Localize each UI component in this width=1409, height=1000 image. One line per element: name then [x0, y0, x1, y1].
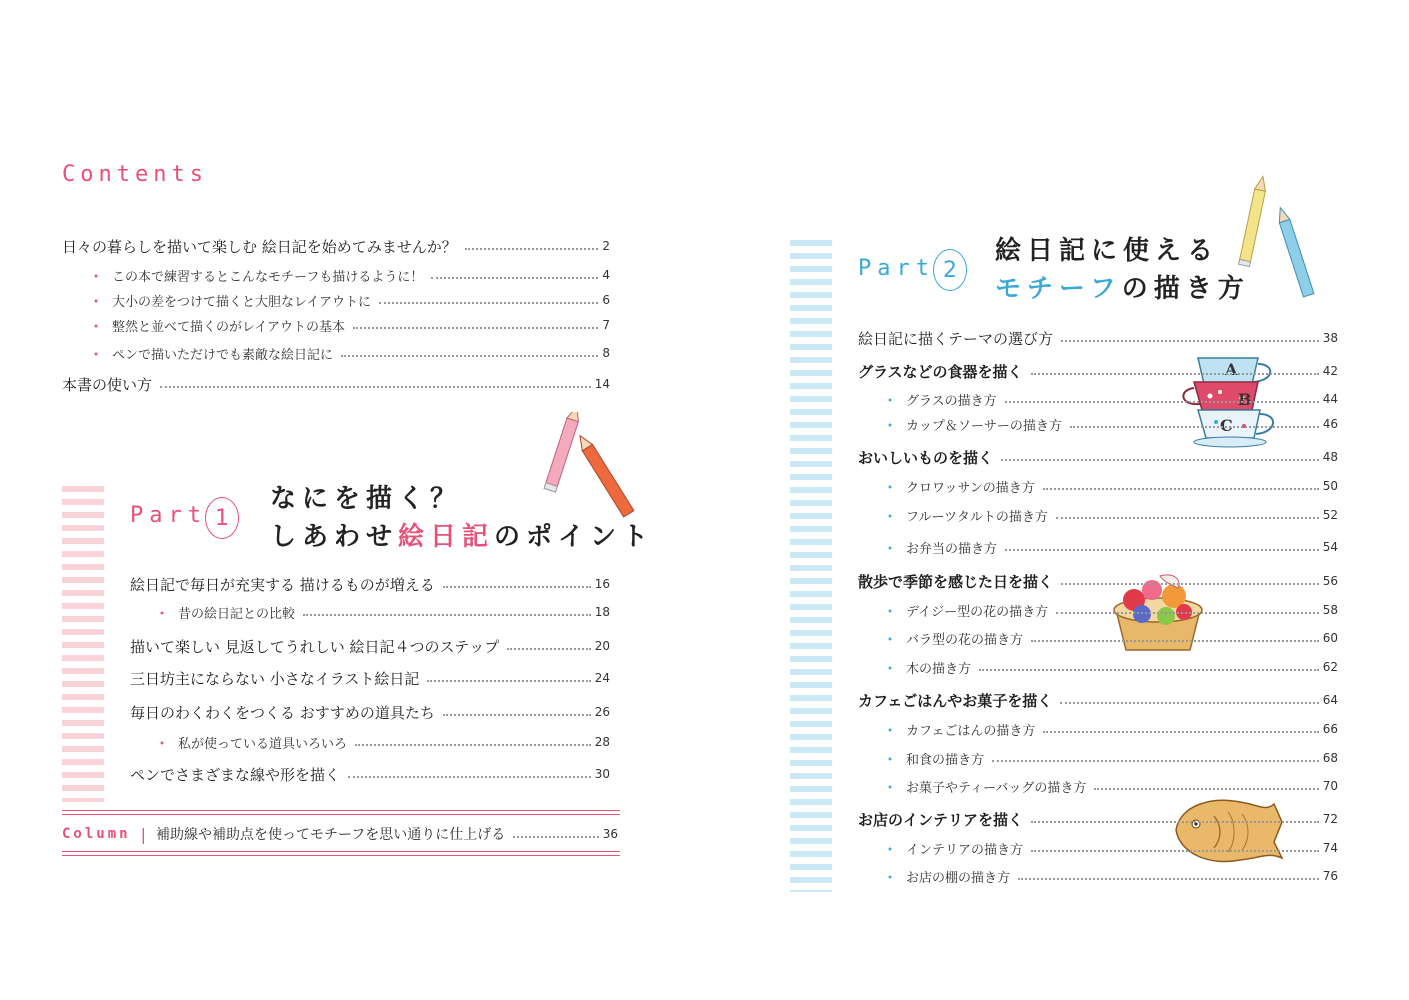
toc-entry-label: おいしいものを描く [858, 448, 994, 467]
dot-leader [1031, 850, 1319, 852]
dot-leader [348, 776, 591, 778]
toc-page-number: 54 [1322, 540, 1338, 554]
toc-entry-label: カップ＆ソーサーの描き方 [906, 418, 1062, 434]
part2-title-post: の描き方 [1121, 274, 1250, 304]
toc-sub-entry[interactable] [882, 535, 1338, 559]
toc-page-number: 48 [1322, 450, 1338, 464]
teacup-letter-a: A [1225, 360, 1238, 379]
column-tag: Column [62, 826, 131, 842]
bullet-dot: ・ [882, 601, 899, 621]
toc-page-number: 74 [1322, 841, 1338, 855]
toc-page-number: 76 [1322, 869, 1338, 883]
toc-entry[interactable] [130, 634, 610, 658]
toc-entry-label: お店の棚の描き方 [906, 870, 1011, 886]
dot-leader [160, 386, 591, 388]
column-row[interactable] [62, 822, 618, 846]
colored-pencils-pink-red-icon [535, 412, 645, 527]
dot-leader [1031, 640, 1319, 642]
toc-entry-label: 昔の絵日記との比較 [178, 606, 296, 622]
toc-page-number: 50 [1322, 479, 1338, 493]
dot-leader [303, 614, 591, 616]
toc-entry-label: クロワッサンの描き方 [906, 480, 1035, 496]
toc-entry[interactable] [858, 326, 1338, 350]
dot-leader [1056, 612, 1319, 614]
column-label: 補助線や補助点を使ってモチーフを思い通りに仕上げる [155, 827, 506, 843]
toc-page-number: 30 [594, 767, 610, 781]
dot-leader [1056, 517, 1319, 519]
toc-entry[interactable] [858, 688, 1338, 712]
toc-entry-label: 大小の差をつけて描くと大胆なレイアウトに [112, 294, 371, 310]
toc-entry[interactable] [130, 762, 610, 786]
toc-entry-label: フルーツタルトの描き方 [906, 509, 1048, 525]
dot-leader [355, 744, 591, 746]
toc-entry-label: カフェごはんの描き方 [906, 723, 1036, 739]
toc-entry-label: グラスなどの食器を描く [858, 362, 1023, 381]
toc-sub-entry[interactable] [88, 313, 610, 337]
toc-page-number: 46 [1322, 417, 1338, 431]
toc-page-number: 26 [594, 705, 610, 719]
dot-leader [1061, 340, 1319, 342]
column-page: 36 [602, 827, 618, 841]
part2-title-highlight: モチーフ [995, 274, 1122, 304]
dot-leader [1005, 401, 1319, 403]
toc-entry[interactable] [858, 569, 1338, 593]
bullet-dot: ・ [88, 344, 105, 364]
bullet-dot: ・ [882, 629, 899, 649]
toc-entry-label: 和食の描き方 [906, 752, 985, 768]
contents-heading: Contents [62, 162, 208, 187]
toc-page-number: 7 [602, 318, 610, 332]
bullet-dot: ・ [882, 658, 899, 678]
toc-page-number: 70 [1322, 779, 1338, 793]
toc-entry-label: 日々の暮らしを描いて楽しむ 絵日記を始めてみませんか？ [62, 237, 457, 256]
toc-page-number: 44 [1322, 392, 1338, 406]
dot-leader [443, 586, 591, 588]
dot-leader [1001, 459, 1319, 461]
toc-page-number: 20 [594, 639, 610, 653]
bullet-dot: ・ [882, 839, 899, 859]
bullet-dot: ・ [88, 316, 105, 336]
toc-page-number: 38 [1322, 331, 1338, 345]
toc-entry-label: 絵日記に描くテーマの選び方 [858, 329, 1054, 348]
dot-leader [1060, 702, 1318, 704]
toc-page-number: 24 [594, 671, 610, 685]
toc-sub-entry[interactable] [882, 412, 1338, 436]
column-top-rule-2 [62, 814, 620, 815]
bullet-dot: ・ [882, 777, 899, 797]
toc-entry-label: お店のインテリアを描く [858, 810, 1024, 829]
bullet-dot: ・ [882, 867, 899, 887]
dot-leader [1031, 373, 1319, 375]
toc-sub-entry[interactable] [154, 730, 610, 754]
dot-leader [1043, 488, 1319, 490]
dot-leader [507, 648, 590, 650]
part2-stripe [790, 240, 832, 892]
part2-title-line1: 絵日記に使える [995, 236, 1220, 266]
toc-entry-label: ペンでさまざまな線や形を描く [130, 765, 341, 784]
part1-word: Part [130, 503, 207, 528]
dot-leader [1018, 878, 1319, 880]
dot-leader [379, 302, 598, 304]
toc-entry[interactable] [130, 572, 610, 596]
toc-page-number: 64 [1322, 693, 1338, 707]
bullet-dot: ・ [88, 266, 105, 286]
toc-sub-entry[interactable] [882, 774, 1338, 798]
part2-title-line2 [995, 270, 1250, 308]
column-bottom-rule-2 [62, 855, 620, 856]
toc-entry-label: 木の描き方 [906, 661, 972, 677]
toc-page-number: 72 [1322, 812, 1338, 826]
toc-page-number: 60 [1322, 631, 1338, 645]
toc-page-number: 4 [602, 268, 610, 282]
bullet-dot: ・ [88, 291, 105, 311]
toc-page-number: 42 [1322, 364, 1338, 378]
toc-page-number: 58 [1322, 603, 1338, 617]
toc-entry[interactable] [62, 372, 610, 396]
bullet-dot: ・ [154, 603, 171, 623]
bullet-dot: ・ [882, 749, 899, 769]
toc-entry-label: インテリアの描き方 [906, 842, 1024, 858]
toc-sub-entry[interactable] [882, 864, 1338, 888]
dot-leader [443, 714, 591, 716]
toc-page-number: 6 [602, 293, 610, 307]
dot-leader [1043, 731, 1318, 733]
toc-entry-label: カフェごはんやお菓子を描く [858, 691, 1053, 710]
dot-leader [427, 680, 590, 682]
dot-leader [353, 327, 598, 329]
column-top-rule [62, 810, 620, 811]
toc-sub-entry[interactable] [88, 288, 610, 312]
toc-entry[interactable] [130, 700, 610, 724]
toc-sub-entry[interactable] [88, 263, 610, 287]
part2-title [995, 232, 1250, 308]
dot-leader [341, 355, 598, 357]
dot-leader [1061, 583, 1319, 585]
part1-title-highlight: 絵日記 [398, 522, 495, 552]
toc-entry-label: ペンで描いただけでも素敵な絵日記に [112, 347, 334, 363]
toc-entry-label: 絵日記で毎日が充実する 描けるものが増える [130, 575, 435, 594]
part1-number-text: 1 [215, 505, 229, 531]
toc-entry-label: お菓子やティーバッグの描き方 [906, 780, 1087, 796]
toc-entry-label: グラスの描き方 [906, 393, 997, 409]
toc-entry-label: 整然と並べて描くのがレイアウトの基本 [112, 319, 345, 335]
bullet-dot: ・ [882, 415, 899, 435]
part2-number [933, 249, 967, 291]
bullet-dot: ・ [154, 733, 171, 753]
toc-page-number: 62 [1322, 660, 1338, 674]
toc-entry-label: お弁当の描き方 [906, 541, 998, 557]
toc-entry[interactable] [858, 359, 1338, 383]
bullet-dot: ・ [882, 538, 899, 558]
toc-sub-entry[interactable] [882, 836, 1338, 860]
toc-page-number: 18 [594, 605, 610, 619]
toc-entry-label: 毎日のわくわくをつくる おすすめの道具たち [130, 703, 435, 722]
toc-page-number: 16 [594, 577, 610, 591]
toc-page-number: 28 [594, 735, 610, 749]
toc-sub-entry[interactable] [154, 600, 610, 624]
part1-title-line1: なにを描く？ [270, 484, 463, 514]
dot-leader [1094, 788, 1318, 790]
toc-sub-entry[interactable] [882, 503, 1338, 527]
toc-sub-entry[interactable] [882, 655, 1338, 679]
column-divider: | [140, 824, 146, 844]
toc-sub-entry[interactable] [88, 341, 610, 365]
toc-page-number: 68 [1322, 751, 1338, 765]
toc-entry-label: 散歩で季節を感じた日を描く [858, 572, 1054, 591]
toc-sub-entry[interactable] [882, 387, 1338, 411]
toc-sub-entry[interactable] [882, 626, 1338, 650]
dot-leader [979, 669, 1319, 671]
dot-leader [1031, 821, 1319, 823]
dot-leader [1070, 426, 1319, 428]
column-box [62, 810, 620, 856]
toc-entry[interactable] [62, 234, 610, 258]
toc-entry-label: 私が使っている道具いろいろ [178, 736, 348, 752]
part1-title-post: のポイント [494, 522, 655, 552]
part1-number [205, 497, 239, 539]
toc-sub-entry[interactable] [882, 598, 1338, 622]
column-leader [513, 836, 598, 838]
toc-page-number: 66 [1322, 722, 1338, 736]
toc-page-number: 8 [602, 346, 610, 360]
toc-page-number: 56 [1322, 574, 1338, 588]
toc-entry[interactable] [858, 807, 1338, 831]
part1-stripe [62, 486, 104, 802]
toc-entry-label: 三日坊主にならない 小さなイラスト絵日記 [130, 669, 420, 688]
bullet-dot: ・ [882, 720, 899, 740]
toc-entry-label: バラ型の花の描き方 [906, 632, 1024, 648]
toc-entry-label: 描いて楽しい 見返してうれしい 絵日記４つのステップ [130, 637, 500, 656]
part1-title-pre: しあわせ [270, 522, 399, 552]
toc-entry[interactable] [130, 666, 610, 690]
toc-page-number: 14 [594, 377, 610, 391]
toc-page-number: 2 [602, 239, 610, 253]
bullet-dot: ・ [882, 477, 899, 497]
toc-entry-label: 本書の使い方 [62, 375, 153, 394]
teacup-letter-c: C [1220, 416, 1233, 435]
toc-sub-entry[interactable] [882, 746, 1338, 770]
part2-number-text: 2 [943, 257, 957, 283]
toc-sub-entry[interactable] [882, 717, 1338, 741]
toc-entry-label: この本で練習するとこんなモチーフも描けるように！ [112, 269, 424, 285]
toc-entry-label: デイジー型の花の描き方 [906, 604, 1049, 620]
colored-pencils-yellow-blue-icon [1225, 175, 1325, 305]
dot-leader [1005, 549, 1319, 551]
toc-sub-entry[interactable] [882, 474, 1338, 498]
bullet-dot: ・ [882, 506, 899, 526]
dot-leader [431, 277, 598, 279]
bullet-dot: ・ [882, 390, 899, 410]
toc-entry[interactable] [858, 445, 1338, 469]
column-bottom-rule [62, 851, 620, 852]
dot-leader [465, 248, 599, 250]
dot-leader [992, 760, 1319, 762]
toc-page-number: 52 [1322, 508, 1338, 522]
teacup-letter-b: B [1238, 390, 1252, 409]
part2-word: Part [858, 256, 935, 281]
